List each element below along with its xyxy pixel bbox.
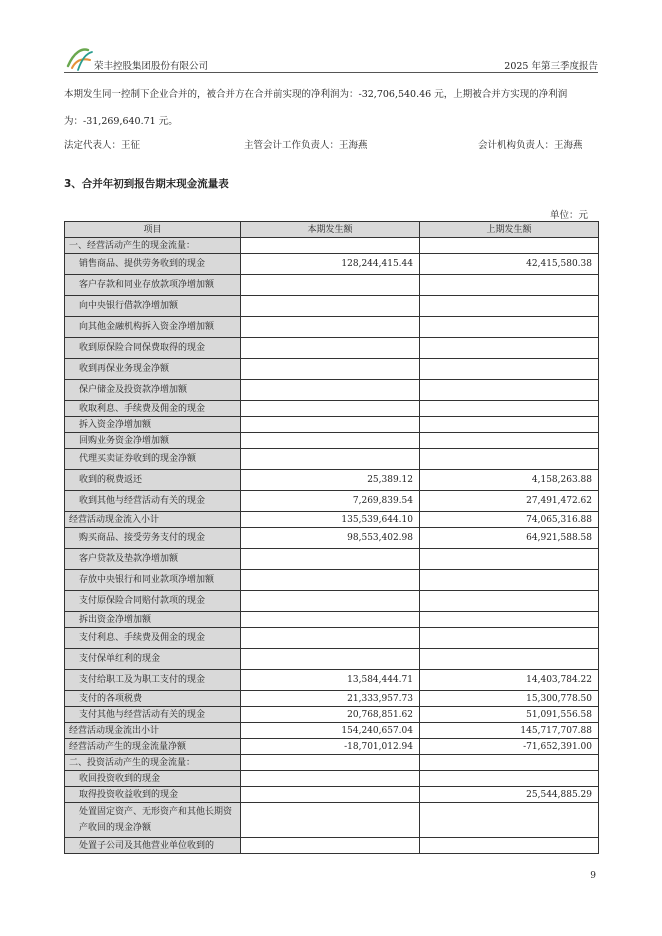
- current-period-value: [241, 649, 420, 670]
- row-label: 收到原保险合同保费取得的现金: [65, 338, 241, 359]
- table-row: [65, 803, 599, 838]
- legal-representative: 法定代表人：王征: [64, 140, 141, 151]
- table-row: [65, 787, 599, 803]
- current-period-value: [241, 417, 420, 433]
- row-label: 销售商品、提供劳务收到的现金: [65, 254, 241, 275]
- unit-label: 单位：元: [549, 210, 588, 221]
- column-header-item: 项目: [65, 222, 241, 238]
- table-row: [65, 491, 599, 512]
- table-row: [65, 317, 599, 338]
- row-label: 代理买卖证券收到的现金净额: [65, 449, 241, 470]
- row-label: 收到的税费返还: [65, 470, 241, 491]
- table-row: [65, 449, 599, 470]
- table-row: [65, 401, 599, 417]
- accounting-dept-head: 会计机构负责人：王海燕: [478, 140, 583, 151]
- prior-period-value: 25,544,885.29: [420, 787, 599, 803]
- current-period-value: [241, 275, 420, 296]
- table-row: [65, 591, 599, 612]
- row-label: 支付原保险合同赔付款项的现金: [65, 591, 241, 612]
- prior-period-value: [420, 591, 599, 612]
- prior-period-value: 14,403,784.22: [420, 670, 599, 691]
- table-body: [65, 238, 599, 854]
- table-row: [65, 612, 599, 628]
- signature-line: [64, 137, 594, 151]
- row-label: 拆出资金净增加额: [65, 612, 241, 628]
- table-row: [65, 254, 599, 275]
- prior-period-value: [420, 275, 599, 296]
- current-period-value: [241, 401, 420, 417]
- row-label: 收到再保业务现金净额: [65, 359, 241, 380]
- current-period-value: [241, 628, 420, 649]
- prior-period-value: [420, 570, 599, 591]
- section-title: 3、合并年初到报告期末现金流量表: [64, 178, 229, 190]
- current-period-value: [241, 317, 420, 338]
- row-label: 向中央银行借款净增加额: [65, 296, 241, 317]
- current-period-value: 13,584,444.71: [241, 670, 420, 691]
- accounting-head: 主管会计工作负责人：王海燕: [244, 140, 368, 151]
- prior-period-value: [420, 771, 599, 787]
- company-name: 荣丰控股集团股份有限公司: [94, 61, 209, 72]
- table-row: [65, 275, 599, 296]
- prior-period-value: [420, 317, 599, 338]
- prior-period-value: [420, 359, 599, 380]
- prior-period-value: [420, 649, 599, 670]
- row-label: 经营活动产生的现金流量净额: [65, 739, 241, 755]
- current-period-value: 154,240,657.04: [241, 723, 420, 739]
- prior-period-value: [420, 238, 599, 254]
- row-label: 拆入资金净增加额: [65, 417, 241, 433]
- prior-period-value: [420, 755, 599, 771]
- current-period-value: [241, 755, 420, 771]
- merger-note-line1: 本期发生同一控制下企业合并的，被合并方在合并前实现的净利润为：-32,706,540.46 元，上期被合并方实现的净利润: [64, 89, 568, 100]
- table-row: [65, 670, 599, 691]
- prior-period-value: 15,300,778.50: [420, 691, 599, 707]
- current-period-value: 20,768,851.62: [241, 707, 420, 723]
- row-label: 回购业务资金净增加额: [65, 433, 241, 449]
- row-label: 支付利息、手续费及佣金的现金: [65, 628, 241, 649]
- table-row: [65, 649, 599, 670]
- prior-period-value: 27,491,472.62: [420, 491, 599, 512]
- current-period-value: [241, 591, 420, 612]
- column-header-current: 本期发生额: [241, 222, 420, 238]
- table-row: [65, 691, 599, 707]
- current-period-value: 21,333,957.73: [241, 691, 420, 707]
- merger-note-line2: 为：-31,269,640.71 元。: [64, 116, 178, 127]
- row-label: 存放中央银行和同业款项净增加额: [65, 570, 241, 591]
- column-header-prior: 上期发生额: [420, 222, 599, 238]
- row-label: 经营活动现金流入小计: [65, 512, 241, 528]
- row-label: 支付的各项税费: [65, 691, 241, 707]
- table-row: [65, 296, 599, 317]
- prior-period-value: 42,415,580.38: [420, 254, 599, 275]
- prior-period-value: -71,652,391.00: [420, 739, 599, 755]
- current-period-value: [241, 449, 420, 470]
- current-period-value: [241, 359, 420, 380]
- prior-period-value: [420, 296, 599, 317]
- current-period-value: 135,539,644.10: [241, 512, 420, 528]
- table-row: [65, 380, 599, 401]
- current-period-value: [241, 787, 420, 803]
- row-label: 收到其他与经营活动有关的现金: [65, 491, 241, 512]
- current-period-value: [241, 380, 420, 401]
- table-row: [65, 707, 599, 723]
- table-row: [65, 338, 599, 359]
- company-logo-icon: [64, 44, 98, 72]
- row-label: 收取利息、手续费及佣金的现金: [65, 401, 241, 417]
- table-row: [65, 549, 599, 570]
- current-period-value: [241, 238, 420, 254]
- prior-period-value: [420, 449, 599, 470]
- table-row: [65, 528, 599, 549]
- current-period-value: 7,269,839.54: [241, 491, 420, 512]
- table-row: [65, 739, 599, 755]
- row-label: 收回投资收到的现金: [65, 771, 241, 787]
- current-period-value: 98,553,402.98: [241, 528, 420, 549]
- table-row: [65, 512, 599, 528]
- prior-period-value: [420, 838, 599, 854]
- row-label: 一、经营活动产生的现金流量：: [65, 238, 241, 254]
- table-row: [65, 771, 599, 787]
- table-header-row: [65, 222, 599, 238]
- row-label: 二、投资活动产生的现金流量：: [65, 755, 241, 771]
- cash-flow-table: [64, 221, 599, 854]
- current-period-value: [241, 433, 420, 449]
- row-label: 购买商品、接受劳务支付的现金: [65, 528, 241, 549]
- table-row: [65, 359, 599, 380]
- row-label: 支付其他与经营活动有关的现金: [65, 707, 241, 723]
- table-row: [65, 238, 599, 254]
- current-period-value: 25,389.12: [241, 470, 420, 491]
- table-row: [65, 755, 599, 771]
- prior-period-value: [420, 401, 599, 417]
- current-period-value: [241, 296, 420, 317]
- row-label: 处置子公司及其他营业单位收到的: [65, 838, 241, 854]
- current-period-value: [241, 570, 420, 591]
- current-period-value: [241, 612, 420, 628]
- row-label: 经营活动现金流出小计: [65, 723, 241, 739]
- row-label: 取得投资收益收到的现金: [65, 787, 241, 803]
- row-label: 支付给职工及为职工支付的现金: [65, 670, 241, 691]
- current-period-value: -18,701,012.94: [241, 739, 420, 755]
- prior-period-value: [420, 803, 599, 838]
- row-label: 客户贷款及垫款净增加额: [65, 549, 241, 570]
- prior-period-value: [420, 380, 599, 401]
- prior-period-value: [420, 628, 599, 649]
- current-period-value: [241, 838, 420, 854]
- prior-period-value: 51,091,556.58: [420, 707, 599, 723]
- table-row: [65, 628, 599, 649]
- prior-period-value: [420, 612, 599, 628]
- row-label: 支付保单红利的现金: [65, 649, 241, 670]
- current-period-value: [241, 803, 420, 838]
- prior-period-value: [420, 433, 599, 449]
- prior-period-value: [420, 417, 599, 433]
- prior-period-value: 145,717,707.88: [420, 723, 599, 739]
- current-period-value: [241, 549, 420, 570]
- row-label: 客户存款和同业存放款项净增加额: [65, 275, 241, 296]
- page-header: [64, 44, 598, 73]
- table-row: [65, 433, 599, 449]
- current-period-value: [241, 771, 420, 787]
- row-label: 处置固定资产、无形资产和其他长期资产收回的现金净额: [65, 803, 241, 838]
- table-row: [65, 838, 599, 854]
- prior-period-value: [420, 338, 599, 359]
- prior-period-value: 4,158,263.88: [420, 470, 599, 491]
- current-period-value: 128,244,415.44: [241, 254, 420, 275]
- table-row: [65, 417, 599, 433]
- prior-period-value: 64,921,588.58: [420, 528, 599, 549]
- table-row: [65, 570, 599, 591]
- prior-period-value: [420, 549, 599, 570]
- report-title: 2025 年第三季度报告: [504, 61, 598, 72]
- row-label: 保户储金及投资款净增加额: [65, 380, 241, 401]
- page-number: 9: [590, 871, 596, 881]
- row-label: 向其他金融机构拆入资金净增加额: [65, 317, 241, 338]
- prior-period-value: 74,065,316.88: [420, 512, 599, 528]
- table-row: [65, 470, 599, 491]
- current-period-value: [241, 338, 420, 359]
- table-row: [65, 723, 599, 739]
